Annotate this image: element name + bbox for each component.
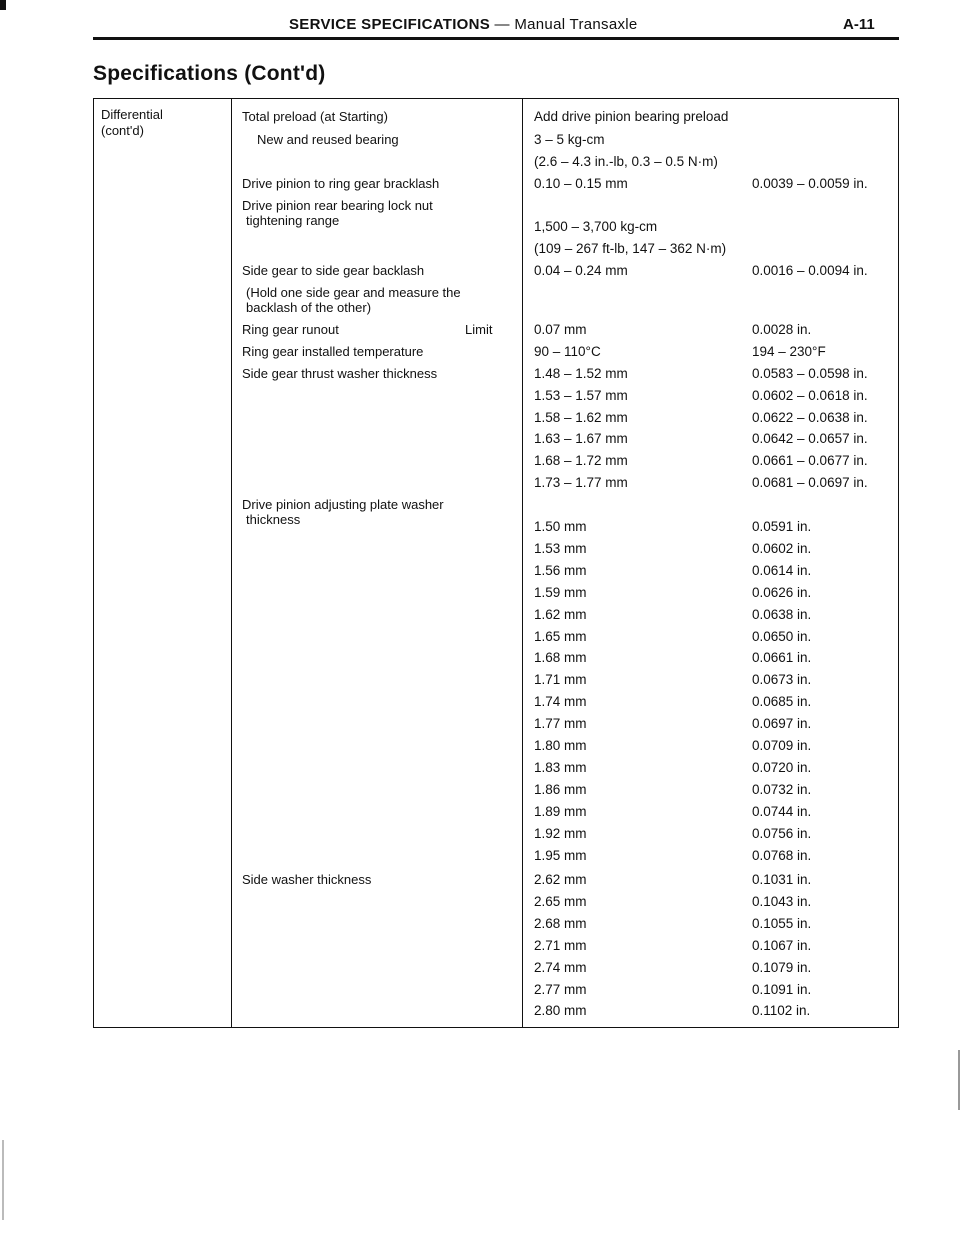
value-preload-note: Add drive pinion bearing preload xyxy=(534,109,729,124)
value-locknut-alt: (109 – 267 ft-lb, 147 – 362 N·m) xyxy=(534,241,727,256)
value-inch: 0.0602 in. xyxy=(752,540,812,556)
value-inch: 0.1067 in. xyxy=(752,937,812,953)
item-side-backlash: Side gear to side gear backlash xyxy=(242,263,425,278)
scan-edge-mark-left xyxy=(2,1140,4,1220)
item-new-reused xyxy=(231,132,521,147)
item-runout-limit: Limit xyxy=(465,322,493,337)
item-ring-backlash: Drive pinion to ring gear bracklash xyxy=(242,176,440,191)
item-adjusting-plate xyxy=(231,497,521,527)
value-mm: 2.80 mm xyxy=(534,1003,587,1019)
value-mm: 1.95 mm xyxy=(534,847,587,863)
value-inch: 0.1079 in. xyxy=(752,959,812,975)
value-inch: 0.0626 in. xyxy=(752,584,812,600)
value-mm: 2.62 mm xyxy=(534,872,587,887)
item-thrust-washer: Side gear thrust washer thickness xyxy=(242,366,438,381)
value-inch: 0.0732 in. xyxy=(752,781,812,797)
value-mm: 1.62 mm xyxy=(534,606,587,622)
item-hold-note-line-2: backlash of the other) xyxy=(246,300,372,315)
value-mm: 1.48 – 1.52 mm xyxy=(534,366,628,381)
value-mm: 1.83 mm xyxy=(534,759,587,775)
item-adjusting-plate-line-2: thickness xyxy=(246,512,301,527)
value-inch: 0.0685 in. xyxy=(752,694,812,710)
value-side-backlash-in: 0.0016 – 0.0094 in. xyxy=(752,263,868,278)
item-installed-temp: Ring gear installed temperature xyxy=(242,344,424,359)
item-hold-note-line-1: (Hold one side gear and measure the xyxy=(246,285,461,300)
item-runout-text: Ring gear runout xyxy=(242,322,339,337)
value-runout-in: 0.0028 in. xyxy=(752,322,812,337)
value-mm: 1.68 – 1.72 mm xyxy=(534,453,628,469)
value-inch: 0.0768 in. xyxy=(752,847,812,863)
value-mm: 1.53 mm xyxy=(534,540,587,556)
column-divider-2 xyxy=(522,99,523,1027)
value-backlash-mm: 0.10 – 0.15 mm xyxy=(534,176,628,191)
value-inch: 0.1031 in. xyxy=(752,872,812,887)
value-mm: 1.92 mm xyxy=(534,825,587,841)
value-locknut-kgcm: 1,500 – 3,700 kg-cm xyxy=(534,219,658,234)
page-number: A-11 xyxy=(843,16,875,33)
spec-table xyxy=(93,98,899,1028)
section-label xyxy=(101,107,163,139)
header-dash: — xyxy=(490,16,515,33)
value-mm: 2.65 mm xyxy=(534,893,587,909)
value-mm: 1.56 mm xyxy=(534,562,587,578)
value-inch: 0.0756 in. xyxy=(752,825,812,841)
value-mm: 1.71 mm xyxy=(534,672,587,688)
value-mm: 1.65 mm xyxy=(534,628,587,644)
value-mm: 1.77 mm xyxy=(534,716,587,732)
value-inch: 0.0720 in. xyxy=(752,759,812,775)
value-side-backlash-mm: 0.04 – 0.24 mm xyxy=(534,263,628,278)
item-lock-nut-line-2: tightening range xyxy=(246,213,340,228)
item-lock-nut xyxy=(231,198,521,228)
value-runout-mm: 0.07 mm xyxy=(534,322,587,337)
item-hold-note xyxy=(231,285,521,315)
value-inch: 0.0661 – 0.0677 in. xyxy=(752,453,868,469)
value-mm: 2.77 mm xyxy=(534,981,587,997)
value-inch: 0.1102 in. xyxy=(752,1003,811,1019)
value-inch: 0.0622 – 0.0638 in. xyxy=(752,409,868,425)
item-adjusting-plate-line-1: Drive pinion adjusting plate washer xyxy=(242,497,444,512)
section-label-line-2: (cont'd) xyxy=(101,123,144,138)
value-mm: 1.53 – 1.57 mm xyxy=(534,387,628,403)
value-inch: 0.1091 in. xyxy=(752,981,812,997)
value-mm: 1.58 – 1.62 mm xyxy=(534,409,628,425)
value-inch: 0.0681 – 0.0697 in. xyxy=(752,475,868,490)
value-mm: 1.73 – 1.77 mm xyxy=(534,475,628,490)
value-inch: 0.0697 in. xyxy=(752,716,812,732)
value-inch: 0.0614 in. xyxy=(752,562,812,578)
value-mm: 1.74 mm xyxy=(534,694,587,710)
value-inch: 0.0661 in. xyxy=(752,650,812,666)
header-subsection: Manual Transaxle xyxy=(514,16,638,33)
value-inch: 0.0583 – 0.0598 in. xyxy=(752,366,868,381)
item-total-preload: Total preload (at Starting) xyxy=(242,109,388,124)
value-mm: 2.68 mm xyxy=(534,915,587,931)
value-inch: 0.0673 in. xyxy=(752,672,812,688)
value-temp-f: 194 – 230°F xyxy=(752,344,826,359)
header-rule xyxy=(93,37,899,40)
value-mm: 2.71 mm xyxy=(534,937,587,953)
value-inch: 0.0638 in. xyxy=(752,606,812,622)
value-mm: 1.80 mm xyxy=(534,738,587,753)
value-mm: 2.74 mm xyxy=(534,959,587,975)
value-temp-c: 90 – 110°C xyxy=(534,344,601,359)
value-mm: 1.63 – 1.67 mm xyxy=(534,431,628,447)
value-mm: 1.50 mm xyxy=(534,519,587,534)
value-inch: 0.0602 – 0.0618 in. xyxy=(752,387,868,403)
value-inch: 0.0650 in. xyxy=(752,628,812,644)
item-new-reused-text: New and reused bearing xyxy=(257,132,399,147)
item-runout xyxy=(231,322,521,337)
value-inch: 0.0709 in. xyxy=(752,738,812,753)
value-mm: 1.86 mm xyxy=(534,781,587,797)
value-inch: 0.0744 in. xyxy=(752,803,812,819)
column-divider-1 xyxy=(231,99,232,1027)
item-lock-nut-line-1: Drive pinion rear bearing lock nut xyxy=(242,198,433,213)
value-mm: 1.89 mm xyxy=(534,803,587,819)
page-title: Specifications (Cont'd) xyxy=(93,62,326,85)
value-preload-alt: (2.6 – 4.3 in.-lb, 0.3 – 0.5 N·m) xyxy=(534,154,718,169)
value-inch: 0.1043 in. xyxy=(752,893,812,909)
value-backlash-in: 0.0039 – 0.0059 in. xyxy=(752,176,868,191)
item-side-washer: Side washer thickness xyxy=(242,872,372,887)
value-inch: 0.0642 – 0.0657 in. xyxy=(752,431,868,447)
value-mm: 1.59 mm xyxy=(534,584,587,600)
header-section: SERVICE SPECIFICATIONS xyxy=(289,16,491,33)
value-inch: 0.1055 in. xyxy=(752,915,812,931)
value-preload-kgcm: 3 – 5 kg-cm xyxy=(534,132,605,147)
header-title xyxy=(289,16,638,33)
value-inch: 0.0591 in. xyxy=(752,519,812,534)
value-mm: 1.68 mm xyxy=(534,650,587,666)
section-label-line-1: Differential xyxy=(101,107,163,122)
page-header xyxy=(0,0,960,42)
